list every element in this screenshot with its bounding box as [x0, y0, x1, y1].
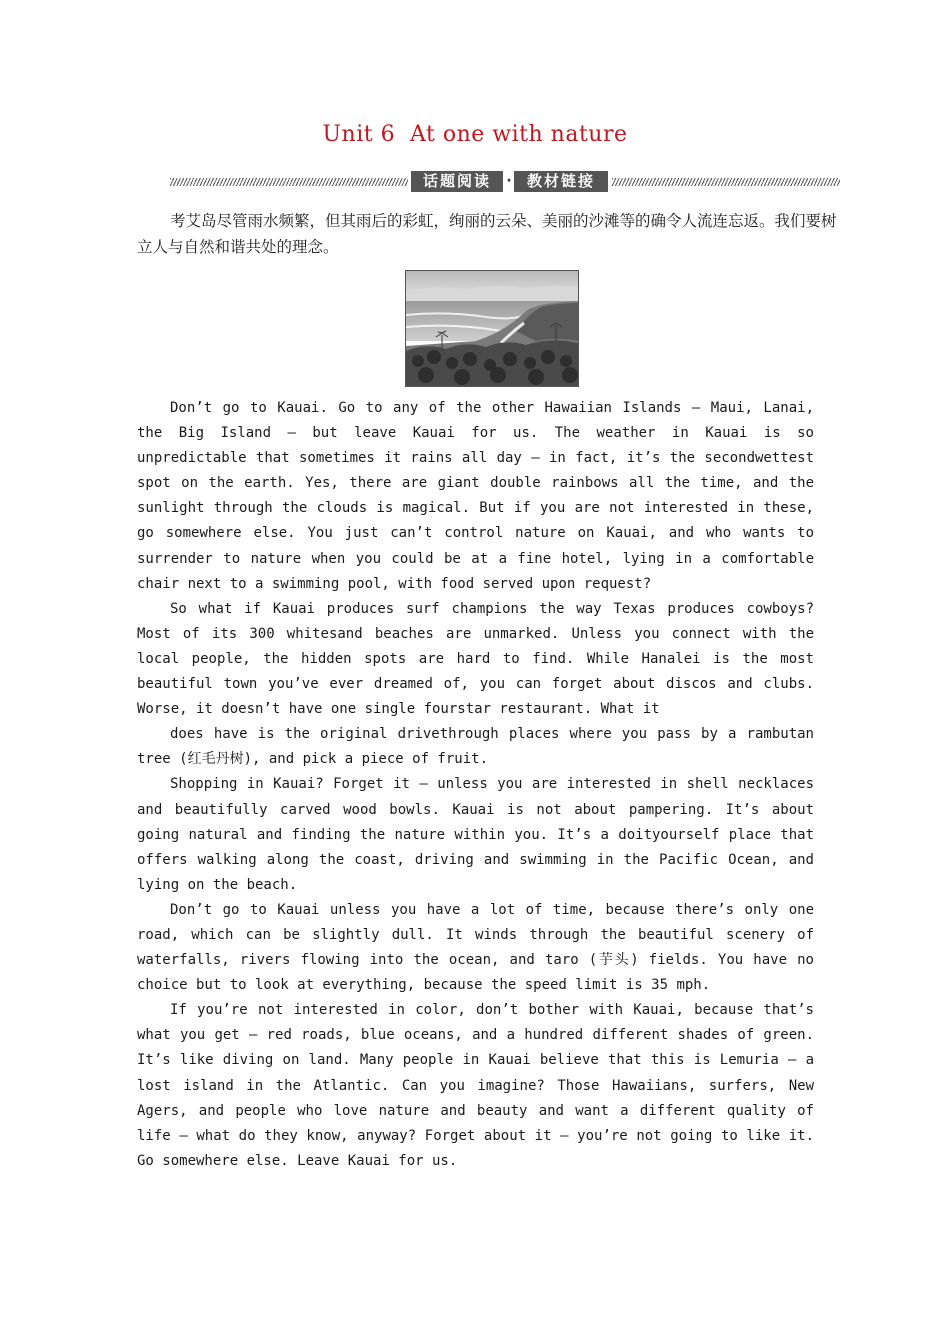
section-banner: [170, 170, 840, 194]
banner-hatch-right: [612, 178, 840, 186]
banner-hatch-left: [170, 178, 408, 186]
article-paragraph: Don’t go to Kauai unless you have a lot of time, because there’s only one road, which can be slightly dull. It winds through the beautiful scenery of waterfalls, rivers flowing into the ocean, and taro (芋头) fields. You have no choice but to look at everything, because the speed limit is 35 mph.: [137, 901, 814, 994]
article-paragraph: does have is the original drivethrough places where you pass by a rambutan tree (红毛丹树), and pick a piece of fruit.: [137, 726, 814, 768]
unit-title: Unit 6 At one with nature: [322, 122, 628, 147]
banner-separator: ·: [506, 173, 512, 189]
article-paragraph: Shopping in Kauai? Forget it — unless you are interested in shell necklaces and beautifully carved wood bowls. Kauai is not about pampering. It’s about going natural and finding the nature within you. It’s a doityourself place that offers walking along the coast, driving and swimming in the Pacific Ocean, and lying on the beach.: [137, 776, 814, 893]
beach-coastline-photo: [405, 270, 579, 387]
article-paragraph: If you’re not interested in color, don’t bother with Kauai, because that’s what you get — red roads, blue oceans, and a hundred different shades of green. It’s like diving on land. Many people in Kauai believe that this is Lemuria — a lost island in the Atlantic. Can you imagine? Those Hawaiians, surfers, New Agers, and people who love nature and beauty and want a different quality of life — what do they know, anyway? Forget about it — you’re not going to like it. Go somewhere else. Leave Kauai for us.: [137, 1002, 814, 1169]
banner-tag-topic-reading: 话题阅读: [411, 171, 503, 192]
article-paragraph: Don’t go to Kauai. Go to any of the other Hawaiian Islands — Maui, Lanai, the Big Island — but leave Kauai for us. The weather in Kauai is so unpredictable that sometimes it rains all day — in fact, it’s the secondwettest spot on the earth. Yes, there are giant double rainbows all the time, and the sunlight through the clouds is magical. But if you are not interested in these, go somewhere else. You just can’t control nature on Kauai, and who wants to surrender to nature when you could be at a fine hotel, lying in a comfortable chair next to a swimming pool, with food served upon request?: [137, 400, 814, 592]
article-paragraph: So what if Kauai produces surf champions the way Texas produces cowboys? Most of its 300 whitesand beaches are unmarked. Unless you connect with the local people, the hidden spots are hard to find. While Hanalei is the most beautiful town you’ve ever dreamed of, you can forget about discos and clubs. Worse, it doesn’t have one single fourstar restaurant. What it: [137, 600, 814, 718]
banner-tag-textbook-link: 教材链接: [514, 171, 608, 192]
article-body: [137, 396, 814, 1174]
intro-paragraph: 考艾岛尽管雨水频繁，但其雨后的彩虹，绚丽的云朵、美丽的沙滩等的确令人流连忘返。我们要树立人与自然和谐共处的理念。: [137, 212, 837, 256]
